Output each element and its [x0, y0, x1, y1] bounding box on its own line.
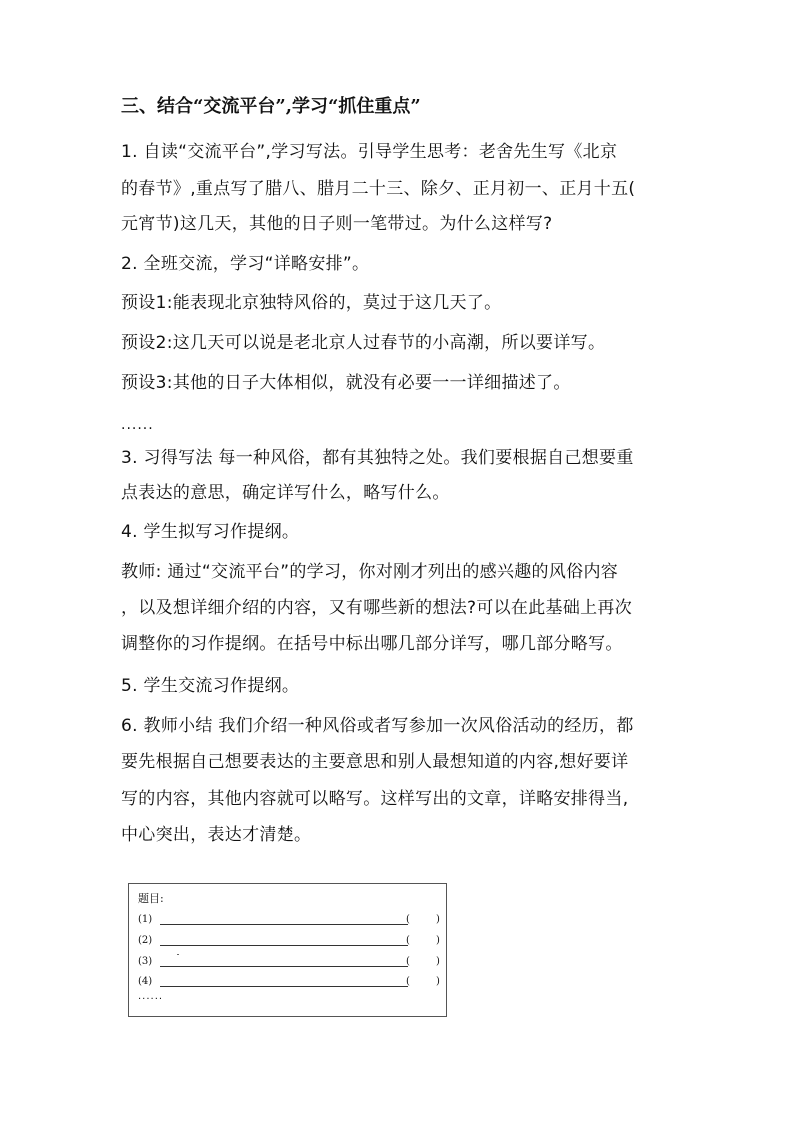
- teacher-line-1: 教师: 通过“交流平台”的学习，你对刚才列出的感兴趣的风俗内容: [121, 562, 619, 582]
- outline-row-close-paren: ): [436, 976, 440, 987]
- outline-row-number: (1): [138, 914, 153, 925]
- paragraph-1-line-3: 元宵节)这几天，其他的日子则一笔带过。为什么这样写?: [121, 214, 553, 234]
- outline-row-1: [138, 913, 438, 927]
- outline-row-close-paren: ): [436, 956, 440, 967]
- paragraph-3-line-2: 点表达的意思，确定详写什么，略写什么。: [121, 483, 450, 503]
- teacher-line-2: ，以及想详细介绍的内容，又有哪些新的想法?可以在此基础上再次: [121, 598, 633, 618]
- outline-row-3: [138, 955, 438, 969]
- paragraph-5: 5. 学生交流习作提纲。: [121, 676, 300, 696]
- summary-line-2: 要先根据自己想要表达的主要意思和别人最想知道的内容,想好要详: [121, 752, 629, 772]
- outline-row-close-paren: ): [436, 914, 440, 925]
- outline-row-2: [138, 934, 438, 948]
- outline-row-blank-line: [160, 986, 408, 987]
- summary-line-4: 中心突出，表达才清楚。: [121, 825, 312, 845]
- outline-row-number: (2): [138, 935, 153, 946]
- paragraph-1-line-1: 1. 自读“交流平台”,学习写法。引导学生思考：老舍先生写《北京: [121, 142, 618, 162]
- outline-row-number: (3): [138, 956, 153, 967]
- outline-row-blank-line: [160, 945, 408, 946]
- outline-row-open-paren: (: [406, 956, 410, 967]
- preset-1: 预设1:能表现北京独特风俗的，莫过于这几天了。: [121, 293, 502, 313]
- teacher-line-3: 调整你的习作提纲。在括号中标出哪几部分详写，哪几部分略写。: [121, 634, 623, 654]
- paragraph-1-line-2: 的春节》,重点写了腊八、腊月二十三、除夕、正月初一、正月十五(: [121, 179, 636, 199]
- outline-row-close-paren: ): [436, 935, 440, 946]
- outline-row-open-paren: (: [406, 976, 410, 987]
- outline-row-open-paren: (: [406, 914, 410, 925]
- ellipsis: ......: [121, 417, 154, 433]
- paragraph-3-line-1: 3. 习得写法 每一种风俗，都有其独特之处。我们要根据自己想要重: [121, 448, 634, 468]
- summary-line-1: 6. 教师小结 我们介绍一种风俗或者写参加一次风俗活动的经历，都: [121, 716, 634, 736]
- preset-3: 预设3:其他的日子大体相似，就没有必要一一详细描述了。: [121, 373, 571, 393]
- outline-box-title: 题目:: [138, 892, 164, 905]
- outline-row-blank-line: [160, 924, 408, 925]
- outline-row-number: (4): [138, 976, 153, 987]
- outline-box-ellipsis: ......: [138, 991, 164, 1002]
- outline-row-4: [138, 975, 438, 989]
- paragraph-2: 2. 全班交流，学习“详略安排”。: [121, 254, 370, 274]
- outline-row-blank-line: [160, 966, 408, 967]
- preset-2: 预设2:这几天可以说是老北京人过春节的小高潮，所以要详写。: [121, 333, 606, 353]
- outline-box: [128, 883, 447, 1017]
- paragraph-4: 4. 学生拟写习作提纲。: [121, 522, 300, 542]
- section-title: 三、结合“交流平台”,学习“抓住重点”: [121, 96, 421, 117]
- summary-line-3: 写的内容，其他内容就可以略写。这样写出的文章，详略安排得当,: [121, 789, 629, 809]
- outline-row-open-paren: (: [406, 935, 410, 946]
